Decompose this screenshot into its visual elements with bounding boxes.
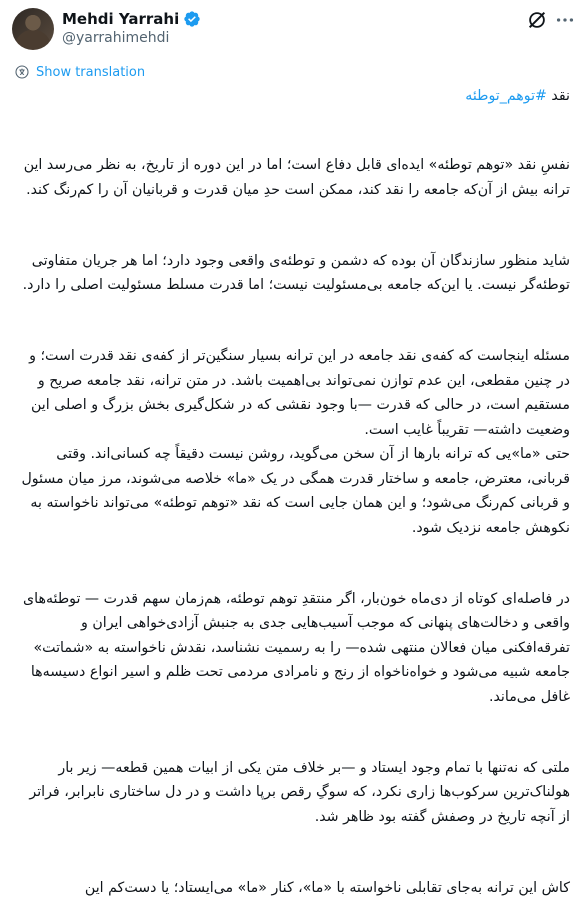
grok-icon[interactable]	[526, 9, 548, 31]
verified-badge-icon	[183, 10, 201, 28]
tweet-paragraph-6: کاش این ترانه به‌جای تقابلی ناخواسته با «ما»، کنار «ما» می‌ایستاد؛ یا دست‌کم این	[16, 876, 570, 900]
tweet-paragraph-5: ملتی که نه‌تنها با تمام وجود ایستاد و —بر خلاف متن یکی از ابیات همین قطعه— زیر بار هولناک‌ترین سرکوب‌ها زاری نکرد، که سوگِ رقص برپا داشت و در دل ساختاری نابرابر، فراتر از آنچه تاریخ در وصفش گفته بود ظاهر شد.	[16, 756, 570, 830]
show-translation-link[interactable]	[14, 64, 145, 80]
author-handle[interactable]: @yarrahimehdi	[62, 30, 169, 46]
tweet-paragraph-3: مسئله اینجاست که کفه‌ی نقد جامعه در این ترانه بسیار سنگین‌تر از کفه‌ی نقد قدرت است؛ و در چنین مقطعی، این عدم توازن نمی‌تواند بی‌اهمیت باشد. در متن ترانه، نقد جامعه صریح و مستقیم است، در حالی که قدرت —با وجود نقشی که در شکل‌گیری بخش بزرگ و اصلی این وضعیت داشته— تقریباً غایب است. حتی «ما»یی که ترانه بارها از آن سخن می‌گوید، روشن نیست دقیقاً چه کسانی‌اند. وقتی قربانی، معترض، جامعه و ساختار قدرت همگی در یک «ما» خلاصه می‌شوند، مرز میان مسئول و قربانی کم‌رنگ می‌شود؛ و این همان جایی است که نقد «توهم توطئه» می‌تواند ناخواسته به نکوهش جامعه نزدیک شود.	[16, 344, 570, 540]
author-name[interactable]: Mehdi Yarrahi	[62, 10, 179, 28]
hashtag-link[interactable]: #توهم_توطئه	[465, 88, 547, 104]
tweet-title-line	[16, 84, 570, 109]
tweet-paragraph-1: نفسِ نقد «توهم توطئه» ایده‌ای قابل دفاع است؛ اما در این دوره از تاریخ، به نظر می‌رسد این ترانه بیش از آن‌که جامعه را نقد کند، ممکن است حدِ میان قدرت و قربانیان آن را کم‌رنگ کند.	[16, 153, 570, 202]
tweet-paragraph-4: در فاصله‌ای کوتاه از دی‌ماه خون‌بار، اگر منتقدِ توهم توطئه، هم‌زمان سهم قدرت — توطئه‌های واقعی و دخالت‌های پنهانی که موجب آسیب‌هایی جدی به جنبش آزادی‌خواهی ایران و تفرقه‌افکنی میان فعالان منتهی شده— را به رسمیت نشناسد، نقدش ناخواسته به «شماتت» جامعه شبیه می‌شود و خواه‌ناخواه از رنج و نامرادی مردمی تحت ظلم و اسیر انواع دسیسه‌ها غافل می‌ماند.	[16, 587, 570, 710]
avatar[interactable]	[12, 8, 54, 50]
translate-icon	[14, 64, 30, 80]
tweet-text	[16, 84, 570, 900]
author-name-row	[62, 10, 201, 28]
tweet-header	[0, 0, 588, 58]
tweet-prefix: نقد	[547, 88, 570, 104]
tweet-paragraph-2: شاید منظور سازندگان آن بوده که دشمن و توطئه‌ی واقعی وجود دارد؛ اما هر جریان متفاوتی توطئه‌گر نیست. یا این‌که جامعه بی‌مسئولیت نیست؛ اما قدرت مسلط مسئولیت اصلی را دارد.	[16, 249, 570, 298]
show-translation-label[interactable]: Show translation	[36, 65, 145, 80]
more-options-icon[interactable]	[554, 9, 576, 31]
